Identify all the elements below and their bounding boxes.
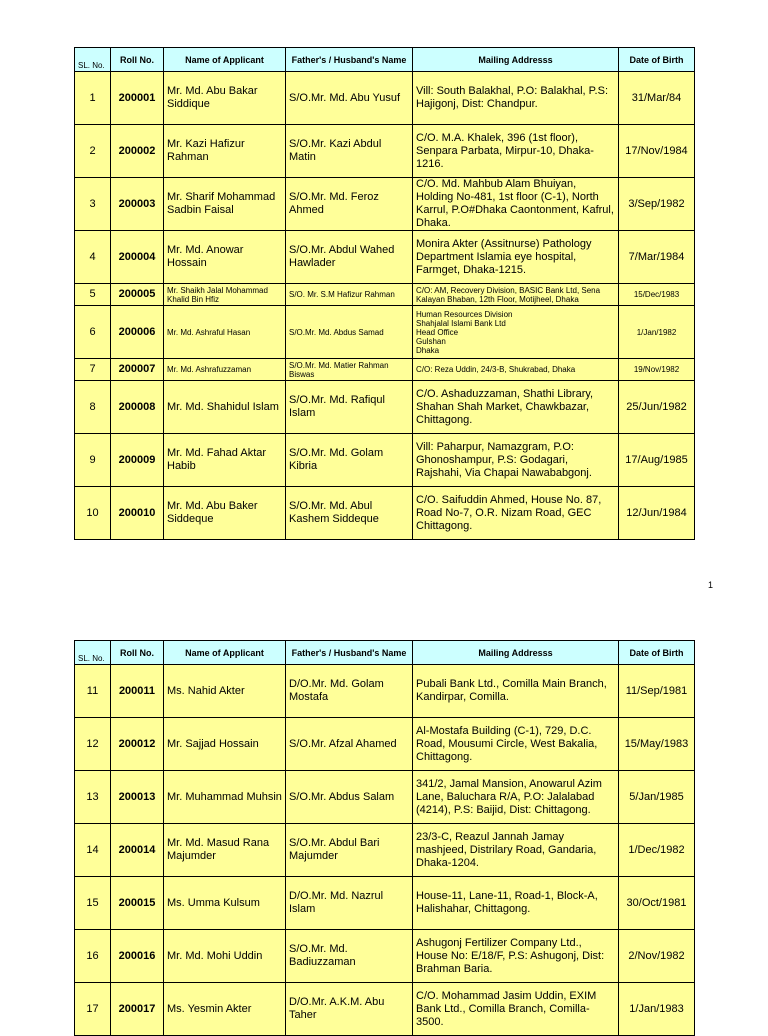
cell-date-of-birth: 3/Sep/1982 bbox=[619, 178, 695, 231]
cell-date-of-birth: 15/May/1983 bbox=[619, 718, 695, 771]
table-header-row bbox=[75, 48, 695, 72]
cell-sl-no: 7 bbox=[75, 359, 111, 381]
table-row bbox=[75, 487, 695, 540]
cell-mailing-address bbox=[413, 718, 619, 771]
table-body bbox=[75, 665, 695, 1036]
cell-father-husband-name: S/O.Mr. Kazi Abdul Matin bbox=[286, 125, 413, 178]
cell-sl-no: 11 bbox=[75, 665, 111, 718]
cell-applicant-name: Mr. Md. Anowar Hossain bbox=[164, 231, 286, 284]
header-date-of-birth: Date of Birth bbox=[619, 48, 695, 72]
cell-father-husband-name: S/O.Mr. Md. Feroz Ahmed bbox=[286, 178, 413, 231]
cell-applicant-name: Ms. Yesmin Akter bbox=[164, 983, 286, 1036]
cell-applicant-name: Mr. Md. Abu Baker Siddeque bbox=[164, 487, 286, 540]
cell-roll-no: 200005 bbox=[111, 284, 164, 306]
cell-roll-no: 200016 bbox=[111, 930, 164, 983]
cell-sl-no: 17 bbox=[75, 983, 111, 1036]
header-mailing-address: Mailing Addresss bbox=[413, 48, 619, 72]
table-row bbox=[75, 306, 695, 359]
cell-sl-no: 4 bbox=[75, 231, 111, 284]
cell-applicant-name: Mr. Md. Ashraful Hasan bbox=[164, 306, 286, 359]
cell-roll-no: 200003 bbox=[111, 178, 164, 231]
page-number: 1 bbox=[708, 580, 714, 590]
address-line: Head Office bbox=[416, 327, 459, 337]
header-date-of-birth: Date of Birth bbox=[619, 641, 695, 665]
header-applicant-name: Name of Applicant bbox=[164, 641, 286, 665]
cell-sl-no: 8 bbox=[75, 381, 111, 434]
header-father-husband-name: Father's / Husband's Name bbox=[286, 641, 413, 665]
address-line: Shahjalal Islami Bank Ltd bbox=[416, 318, 506, 328]
cell-mailing-address bbox=[413, 877, 619, 930]
applicant-table-page-2 bbox=[74, 640, 695, 1036]
address-line: Al-Mostafa Building (C-1), 729, D.C. Road, Mousumi Circle, West Bakalia, Chittagong. bbox=[416, 724, 598, 763]
address-line: 23/3-C, Reazul Jannah Jamay mashjeed, Distrilary Road, Gandaria, Dhaka-1204. bbox=[416, 830, 597, 869]
cell-sl-no: 6 bbox=[75, 306, 111, 359]
cell-sl-no: 9 bbox=[75, 434, 111, 487]
cell-father-husband-name: S/O.Mr. Md. Badiuzzaman bbox=[286, 930, 413, 983]
cell-date-of-birth: 11/Sep/1981 bbox=[619, 665, 695, 718]
cell-sl-no: 3 bbox=[75, 178, 111, 231]
address-line: C/O. Mohammad Jasim Uddin, EXIM Bank Ltd., Comilla Branch, Comilla-3500. bbox=[416, 989, 597, 1028]
cell-father-husband-name: S/O.Mr. Md. Matier Rahman Biswas bbox=[286, 359, 413, 381]
table-row bbox=[75, 284, 695, 306]
cell-roll-no: 200006 bbox=[111, 306, 164, 359]
cell-father-husband-name: S/O.Mr. Abdul Wahed Hawlader bbox=[286, 231, 413, 284]
cell-date-of-birth: 31/Mar/84 bbox=[619, 72, 695, 125]
table-row bbox=[75, 178, 695, 231]
header-roll-no: Roll No. bbox=[111, 48, 164, 72]
cell-father-husband-name: D/O.Mr. Md. Nazrul Islam bbox=[286, 877, 413, 930]
cell-roll-no: 200013 bbox=[111, 771, 164, 824]
cell-father-husband-name: S/O.Mr. Md. Rafiqul Islam bbox=[286, 381, 413, 434]
cell-mailing-address bbox=[413, 434, 619, 487]
table-row bbox=[75, 877, 695, 930]
cell-applicant-name: Mr. Md. Abu Bakar Siddique bbox=[164, 72, 286, 125]
cell-mailing-address bbox=[413, 72, 619, 125]
cell-date-of-birth: 25/Jun/1982 bbox=[619, 381, 695, 434]
cell-roll-no: 200011 bbox=[111, 665, 164, 718]
cell-sl-no: 2 bbox=[75, 125, 111, 178]
cell-applicant-name: Mr. Sajjad Hossain bbox=[164, 718, 286, 771]
address-line: Ashugonj Fertilizer Company Ltd., House No: E/18/F, P.S: Ashugonj, Dist: Brahman Baria. bbox=[416, 936, 605, 975]
header-applicant-name: Name of Applicant bbox=[164, 48, 286, 72]
cell-applicant-name: Mr. Sharif Mohammad Sadbin Faisal bbox=[164, 178, 286, 231]
cell-date-of-birth: 1/Jan/1982 bbox=[619, 306, 695, 359]
cell-sl-no: 12 bbox=[75, 718, 111, 771]
cell-applicant-name: Mr. Md. Mohi Uddin bbox=[164, 930, 286, 983]
table-row bbox=[75, 72, 695, 125]
cell-sl-no: 1 bbox=[75, 72, 111, 125]
cell-father-husband-name: S/O.Mr. Md. Abul Kashem Siddeque bbox=[286, 487, 413, 540]
applicant-table-page-1 bbox=[74, 47, 695, 540]
cell-mailing-address bbox=[413, 306, 619, 359]
header-mailing-address: Mailing Addresss bbox=[413, 641, 619, 665]
cell-mailing-address bbox=[413, 359, 619, 381]
cell-mailing-address bbox=[413, 771, 619, 824]
cell-father-husband-name: D/O.Mr. A.K.M. Abu Taher bbox=[286, 983, 413, 1036]
cell-father-husband-name: S/O.Mr. Md. Abu Yusuf bbox=[286, 72, 413, 125]
cell-applicant-name: Ms. Umma Kulsum bbox=[164, 877, 286, 930]
cell-roll-no: 200014 bbox=[111, 824, 164, 877]
cell-sl-no: 10 bbox=[75, 487, 111, 540]
address-line: Vill: Paharpur, Namazgram, P.O: Ghonoshampur, P.S: Godagari, Rajshahi, Via Chapai Nawababgonj. bbox=[416, 440, 592, 479]
address-line: 341/2, Jamal Mansion, Anowarul Azim Lane, Baluchara R/A, P.O: Jalalabad (4214), P.S: Baijid, Dist: Chittagong. bbox=[416, 777, 602, 816]
address-line: Monira Akter (Assitnurse) Pathology Department Islamia eye hospital, Farmget, Dhaka-1215. bbox=[416, 237, 592, 276]
cell-applicant-name: Ms. Nahid Akter bbox=[164, 665, 286, 718]
cell-sl-no: 13 bbox=[75, 771, 111, 824]
cell-applicant-name: Mr. Md. Fahad Aktar Habib bbox=[164, 434, 286, 487]
address-line: Gulshan bbox=[416, 336, 446, 346]
table-row bbox=[75, 983, 695, 1036]
cell-date-of-birth: 17/Aug/1985 bbox=[619, 434, 695, 487]
cell-mailing-address bbox=[413, 178, 619, 231]
address-line: C/O. Md. Mahbub Alam Bhuiyan, Holding No-481, 1st floor (C-1), North Karrul, P.O#Dhaka Caontonment, Kafrul, Dhaka. bbox=[416, 178, 614, 229]
cell-mailing-address bbox=[413, 487, 619, 540]
cell-sl-no: 16 bbox=[75, 930, 111, 983]
cell-date-of-birth: 1/Dec/1982 bbox=[619, 824, 695, 877]
cell-date-of-birth: 12/Jun/1984 bbox=[619, 487, 695, 540]
address-line: Vill: South Balakhal, P.O: Balakhal, P.S: Hajigonj, Dist: Chandpur. bbox=[416, 85, 609, 110]
address-line: C/O. M.A. Khalek, 396 (1st floor), Senpara Parbata, Mirpur-10, Dhaka-1216. bbox=[416, 131, 594, 170]
cell-date-of-birth: 15/Dec/1983 bbox=[619, 284, 695, 306]
cell-sl-no: 5 bbox=[75, 284, 111, 306]
cell-roll-no: 200012 bbox=[111, 718, 164, 771]
table-body bbox=[75, 72, 695, 540]
cell-sl-no: 14 bbox=[75, 824, 111, 877]
header-father-husband-name: Father's / Husband's Name bbox=[286, 48, 413, 72]
cell-father-husband-name: S/O.Mr. Abdus Salam bbox=[286, 771, 413, 824]
table-row bbox=[75, 231, 695, 284]
cell-applicant-name: Mr. Md. Ashrafuzzaman bbox=[164, 359, 286, 381]
header-sl-no: SL. No. bbox=[75, 641, 111, 665]
cell-date-of-birth: 17/Nov/1984 bbox=[619, 125, 695, 178]
table-row bbox=[75, 665, 695, 718]
table-header-row bbox=[75, 641, 695, 665]
cell-roll-no: 200009 bbox=[111, 434, 164, 487]
cell-roll-no: 200007 bbox=[111, 359, 164, 381]
cell-roll-no: 200010 bbox=[111, 487, 164, 540]
cell-father-husband-name: S/O.Mr. Afzal Ahamed bbox=[286, 718, 413, 771]
header-sl-no: SL. No. bbox=[75, 48, 111, 72]
cell-date-of-birth: 1/Jan/1983 bbox=[619, 983, 695, 1036]
cell-mailing-address bbox=[413, 381, 619, 434]
cell-mailing-address bbox=[413, 665, 619, 718]
cell-father-husband-name: S/O. Mr. S.M Hafizur Rahman bbox=[286, 284, 413, 306]
cell-roll-no: 200015 bbox=[111, 877, 164, 930]
cell-date-of-birth: 30/Oct/1981 bbox=[619, 877, 695, 930]
address-line: C/O: AM, Recovery Division, BASIC Bank Ltd, Sena Kalayan Bhaban, 12th Floor, Motijheel, Dhaka bbox=[416, 285, 601, 304]
cell-applicant-name: Mr. Md. Shahidul Islam bbox=[164, 381, 286, 434]
cell-mailing-address bbox=[413, 231, 619, 284]
cell-roll-no: 200017 bbox=[111, 983, 164, 1036]
cell-date-of-birth: 7/Mar/1984 bbox=[619, 231, 695, 284]
table-row bbox=[75, 930, 695, 983]
header-roll-no: Roll No. bbox=[111, 641, 164, 665]
cell-date-of-birth: 19/Nov/1982 bbox=[619, 359, 695, 381]
table-row bbox=[75, 359, 695, 381]
address-line: Dhaka bbox=[416, 345, 440, 355]
table-row bbox=[75, 381, 695, 434]
address-line: House-11, Lane-11, Road-1, Block-A, Halishahar, Chittagong. bbox=[416, 890, 598, 915]
table-row bbox=[75, 125, 695, 178]
cell-applicant-name: Mr. Kazi Hafizur Rahman bbox=[164, 125, 286, 178]
table-row bbox=[75, 824, 695, 877]
cell-father-husband-name: S/O.Mr. Md. Abdus Samad bbox=[286, 306, 413, 359]
cell-date-of-birth: 2/Nov/1982 bbox=[619, 930, 695, 983]
cell-applicant-name: Mr. Md. Masud Rana Majumder bbox=[164, 824, 286, 877]
cell-date-of-birth: 5/Jan/1985 bbox=[619, 771, 695, 824]
cell-father-husband-name: S/O.Mr. Md. Golam Kibria bbox=[286, 434, 413, 487]
cell-applicant-name: Mr. Shaikh Jalal Mohammad Khalid Bin Hfiz bbox=[164, 284, 286, 306]
cell-roll-no: 200004 bbox=[111, 231, 164, 284]
address-line: Human Resources Division bbox=[416, 309, 513, 319]
table-row bbox=[75, 434, 695, 487]
address-line: Pubali Bank Ltd., Comilla Main Branch, Kandirpar, Comilla. bbox=[416, 678, 607, 703]
cell-mailing-address bbox=[413, 983, 619, 1036]
address-line: C/O: Reza Uddin, 24/3-B, Shukrabad, Dhaka bbox=[416, 365, 576, 374]
cell-mailing-address bbox=[413, 125, 619, 178]
cell-mailing-address bbox=[413, 284, 619, 306]
cell-father-husband-name: S/O.Mr. Abdul Bari Majumder bbox=[286, 824, 413, 877]
address-line: C/O. Saifuddin Ahmed, House No. 87, Road No-7, O.R. Nizam Road, GEC Chittagong. bbox=[416, 493, 602, 532]
cell-roll-no: 200008 bbox=[111, 381, 164, 434]
cell-roll-no: 200002 bbox=[111, 125, 164, 178]
cell-applicant-name: Mr. Muhammad Muhsin bbox=[164, 771, 286, 824]
table-row bbox=[75, 718, 695, 771]
table-row bbox=[75, 771, 695, 824]
cell-father-husband-name: D/O.Mr. Md. Golam Mostafa bbox=[286, 665, 413, 718]
cell-roll-no: 200001 bbox=[111, 72, 164, 125]
address-line: C/O. Ashaduzzaman, Shathi Library, Shahan Shah Market, Chawkbazar, Chittagong. bbox=[416, 387, 594, 426]
cell-mailing-address bbox=[413, 824, 619, 877]
cell-sl-no: 15 bbox=[75, 877, 111, 930]
cell-mailing-address bbox=[413, 930, 619, 983]
